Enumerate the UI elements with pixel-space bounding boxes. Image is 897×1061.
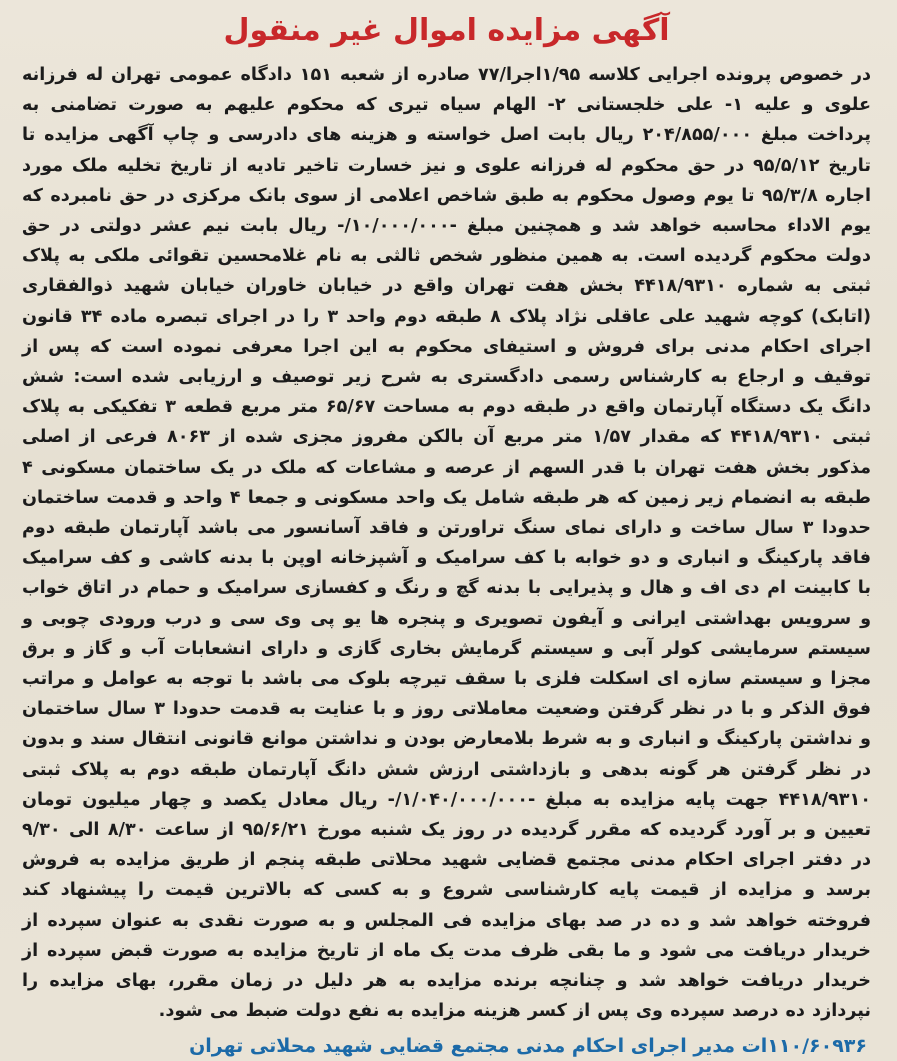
notice-title: آگهی مزایده اموال غیر منقول xyxy=(223,13,670,48)
notice-body: در خصوص پرونده اجرایی کلاسه ۱/۹۵اجرا/۷۷ صادره از شعبه ۱۵۱ دادگاه عمومی تهران له فرزانه علوی و علیه ۱- علی خلجستانی ۲- الهام سیاه تیری که محکوم علیهم به صورت تضامنی به پرداخت مبلغ ۲۰۴/۸۵۵/۰۰۰ ریال بابت اصل خواسته و هزینه های دادرسی و چاپ آگهی مزایده تا تاریخ ۹۵/۵/۱۲ در حق محکوم له فرزانه علوی و نیز خسارت تاخیر تادیه از تاریخ تخلیه ملک مورد اجاره ۹۵/۳/۸ تا یوم وصول محکوم به طبق شاخص اعلامی از سوی بانک مرکزی در حق نامبرده که یوم الاداء محاسبه خواهد شد و همچنین مبلغ -۱۰/۰۰۰/۰۰۰/- ریال بابت نیم عشر دولتی در حق دولت محکوم گردیده است. به همین منظور شخص ثالثی به نام غلامحسین تقوائی ملکی به پلاک ثبتی به شماره ۴۴۱۸/۹۳۱۰ بخش هفت تهران واقع در خیابان خاوران خیابان شهید ذوالفقاری (اتابک) کوچه شهید علی عاقلی نژاد پلاک ۸ طبقه دوم واحد ۳ را در اجرای تبصره ماده ۳۴ قانون اجرای احکام مدنی برای فروش و استیفای محکوم به این اجرا معرفی نموده است که پس از توقیف و ارجاع به کارشناس رسمی دادگستری به شرح زیر توصیف و ارزیابی شده است: شش دانگ یک دستگاه آپارتمان واقع در طبقه دوم به مساحت ۶۵/۶۷ متر مربع قطعه ۳ تفکیکی به پلاک ثبتی ۴۴۱۸/۹۳۱۰ که مقدار ۱/۵۷ متر مربع آن بالکن مفروز مجزی شده از ۸۰۶۳ فرعی از اصلی مذکور بخش هفت تهران با قدر السهم از عرصه و مشاعات که ملک در یک ساختمان مسکونی ۴ طبقه به انضمام زیر زمین که هر طبقه شامل یک واحد مسکونی و جمعا ۴ واحد و قدمت ساختمان حدودا ۳ سال ساخت و دارای نمای سنگ تراورتن و فاقد آسانسور می باشد آپارتمان طبقه دوم فاقد پارکینگ و انباری و دو خوابه با کف سرامیک و آشپزخانه اوپن با بدنه کاشی و کف سرامیک با کابینت ام دی اف و هال و پذیرایی با بدنه گچ و رنگ و کفسازی سرامیک و حمام در اتاق خواب و سرویس بهداشتی ایرانی و آیفون تصویری و پنجره ها یو پی وی سی و درب ورودی چوبی و سیستم سرمایشی کولر آبی و سیستم گرمایش بخاری گازی و دارای انشعابات آب و گاز و برق مجزا و سیستم سازه ای اسکلت فلزی با سقف تیرچه بلوک می باشد با توجه به عوامل و مراتب فوق الذکر و با در نظر گرفتن وضعیت معاملاتی روز و با عنایت به قدمت حدودا ۳ سال ساختمان و نداشتن پارکینگ و انباری و به شرط بلامعارض بودن و نداشتن موانع قانونی انتقال سند و بدون در نظر گرفتن هر گونه بدهی و بازداشتی ارزش شش دانگ آپارتمان طبقه دوم به پلاک ثبتی ۴۴۱۸/۹۳۱۰ جهت پایه مزایده به مبلغ -۱/۰۴۰/۰۰۰/۰۰۰/- ریال معادل یکصد و چهار میلیون تومان تعیین و بر آورد گردیده که مقرر گردیده در روز یک شنبه مورخ ۹۵/۶/۲۱ از ساعت ۸/۳۰ الی ۹/۳۰ در دفتر اجرای احکام مدنی مجتمع قضایی شهید محلاتی طبقه پنجم از طریق مزایده به فروش برسد و مزایده از قیمت پایه کارشناسی شروع و به کسی که بالاترین قیمت را پیشنهاد کند فروخته خواهد شد و ده در صد بهای مزایده فی المجلس و به صورت نقدی به عنوان سپرده از خریدار دریافت می شود و ما بقی ظرف مدت یک ماه از تاریخ مزایده به صورت قبض سپرده از خریدار دریافت خواهد شد و چنانچه برنده مزایده به هر دلیل در زمان مقرر، بهای مزایده را نپردازد ده درصد سپرده وی پس از کسر هزینه مزایده به نفع دولت ضبط می شود. xyxy=(22,65,872,1022)
notice-signature: ۱۱۰/۶۰۹۳۶ات مدیر اجرای احکام مدنی مجتمع قضایی شهید محلاتی تهران xyxy=(189,1034,867,1057)
